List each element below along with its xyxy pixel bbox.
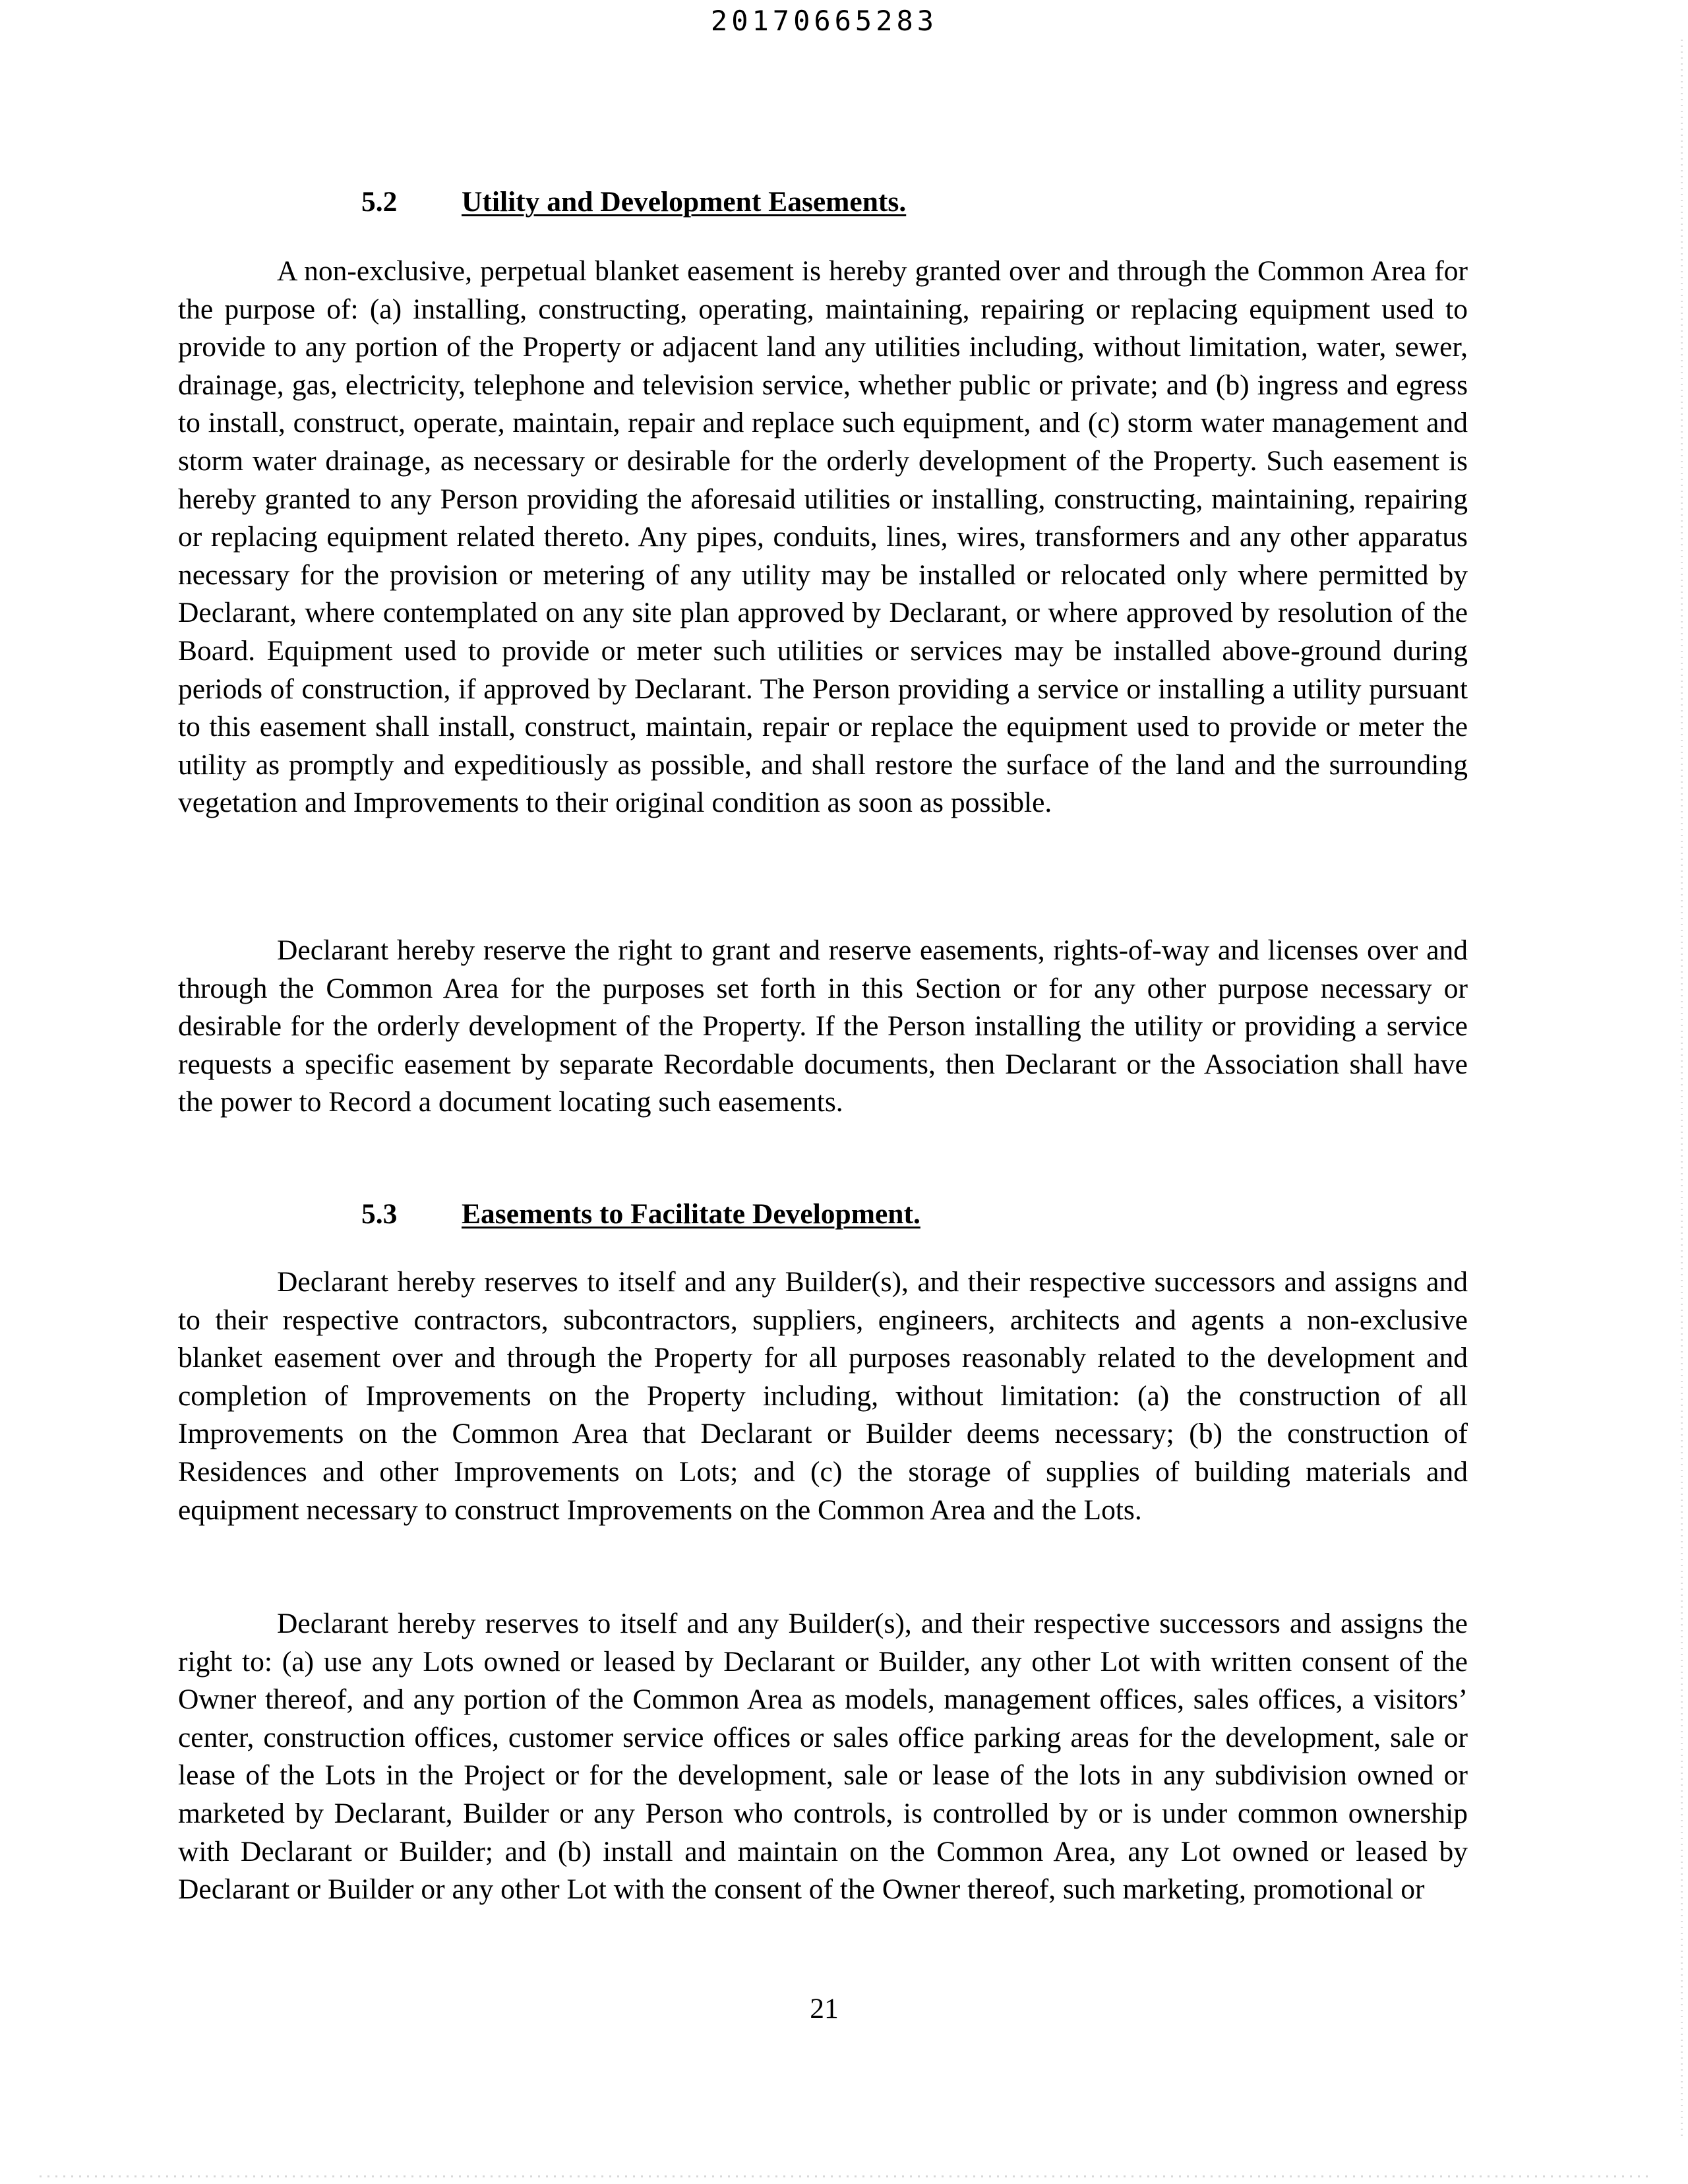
section-5-2-paragraph-1: [178, 253, 1468, 822]
document-number: 20170665283: [710, 5, 938, 37]
paragraph-text: Declarant hereby reserves to itself and any Builder(s), and their respective successors and assigns and to their respective contractors, subcontractors, suppliers, engineers, architects and agents a non-exclusive blanket easement over and through the Property for all purposes reasonably related to the development and completion of Improvements on the Property including, without limitation: (a) the construction of all Improvements on the Common Area that Declarant or Builder deems necessary; (b) the construction of Residences and other Improvements on Lots; and (c) the storage of supplies of building materials and equipment necessary to construct Improvements on the Common Area and the Lots.: [178, 1266, 1468, 1526]
paragraph-text: Declarant hereby reserve the right to grant and reserve easements, rights-of-way and licenses over and through the Common Area for the purposes set forth in this Section or for any other purpose necessary or desirable for the orderly development of the Property. If the Person installing the utility or providing a service requests a specific easement by separate Recordable documents, then Declarant or the Association shall have the power to Record a document locating such easements.: [178, 934, 1468, 1118]
section-5-2-paragraph-2: [178, 932, 1468, 1122]
section-title: Easements to Facilitate Development.: [462, 1198, 920, 1230]
section-5-3-paragraph-1: [178, 1263, 1468, 1529]
paragraph-text: A non-exclusive, perpetual blanket easement is hereby granted over and through the Common Area for the purpose of: (a) installing, constructing, operating, maintaining, repairing or replacing equipment used to provide to any portion of the Property or adjacent land any utilities including, without limitation, water, sewer, drainage, gas, electricity, telephone and television service, whether public or private; and (b) ingress and egress to install, construct, operate, maintain, repair and replace such equipment, and (c) storm water management and storm water drainage, as necessary or desirable for the orderly development of the Property. Such easement is hereby granted to any Person providing the aforesaid utilities or installing, constructing, maintaining, repairing or replacing equipment related thereto. Any pipes, conduits, lines, wires, transformers and any other apparatus necessary for the provision or metering of any utility may be installed or relocated only where permitted by Declarant, where contemplated on any site plan approved by Declarant, or where approved by resolution of the Board. Equipment used to provide or meter such utilities or services may be installed above-ground during periods of construction, if approved by Declarant. The Person providing a service or installing a utility pursuant to this easement shall install, construct, maintain, repair or replace the equipment used to provide or meter the utility as promptly and expeditiously as possible, and shall restore the surface of the land and the surrounding vegetation and Improvements to their original condition as soon as possible.: [178, 255, 1468, 819]
section-5-3-heading: [361, 1196, 920, 1234]
section-title: Utility and Development Easements.: [462, 186, 907, 218]
section-number: 5.2: [361, 186, 398, 218]
paragraph-text: Declarant hereby reserves to itself and any Builder(s), and their respective successors and assigns the right to: (a) use any Lots owned or leased by Declarant or Builder, any other Lot with written consent of the Owner thereof, and any portion of the Common Area as models, management offices, sales offices, a visitors’ center, construction offices, customer service offices or sales office parking areas for the development, sale or lease of the Lots in the Project or for the development, sale or lease of the lots in any subdivision owned or marketed by Declarant, Builder or any Person who controls, is controlled by or is under common ownership with Declarant or Builder; and (b) install and maintain on the Common Area, any Lot owned or leased by Declarant or Builder or any other Lot with the consent of the Owner thereof, such marketing, promotional or: [178, 1608, 1468, 1906]
scan-edge-artifact: [1681, 40, 1683, 2137]
section-number: 5.3: [361, 1198, 398, 1230]
section-5-2-heading: [361, 183, 906, 222]
page-number: 21: [810, 1993, 839, 2024]
section-5-3-paragraph-2: [178, 1605, 1468, 1909]
scan-bottom-artifact: [40, 2175, 1648, 2177]
